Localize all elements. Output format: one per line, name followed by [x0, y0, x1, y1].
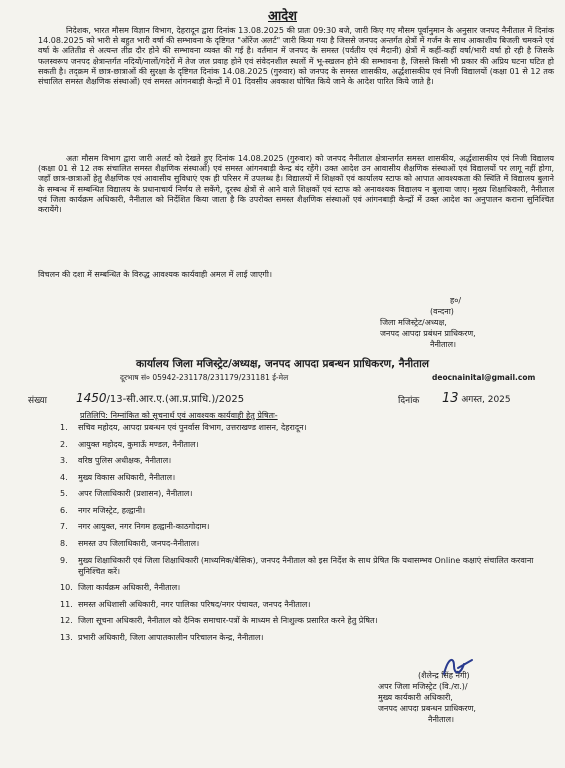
order-paragraph-1 [38, 26, 554, 87]
signatory-designation: जिला मजिस्ट्रेट/अध्यक्ष, [380, 318, 447, 327]
signatory-location: नैनीताल। [428, 715, 455, 724]
list-item-number: 3. [60, 456, 68, 465]
list-item-number: 7. [60, 522, 68, 531]
recipient-list [60, 420, 550, 646]
list-item-number: 11. [60, 599, 73, 609]
list-item-number: 8. [60, 538, 68, 548]
signatory-name: (शैलेन्द्र सिंह नेगी) [418, 671, 470, 680]
signatory-designation: अपर जिला मजिस्ट्रेट (वि./रा.)/ [378, 682, 468, 691]
list-item [60, 437, 550, 454]
order-paragraph-2-text: अतः मौसम विभाग द्वारा जारी अलर्ट को देखते हुए दिनांक 14.08.2025 (गुरुवार) को जनपद नैनीताल क्षेत्रान्तर्गत समस्त शासकीय, अर्द्धशासकीय एवं निजी विद्यालय (कक्षा 01 से 12 तक संचालित समस्त शैक्षणिक संस्थाओं) एवं समस्त आंगनबाड़ी केन्द्र बंद रहेंगे। उक्त आदेश उन आवासीय शैक्षणिक संस्थाओं एवं विद्यालयों पर लागू नहीं होगा, जहाँ छात्र-छात्राओं हेतु शैक्षणिक एवं आवासीय सुविधाएं एक ही परिसर में उपलब्ध है। विद्यालयों में शिक्षकों एवं कार्यालय स्टाफ को आपात आवश्यकता की स्थिति में विद्यालय बुलाने के सम्बन्ध में सम्बन्धित विद्यालय के प्रधानाचार्य निर्णय ले सकेंगे, दूरस्थ क्षेत्रों से आने वाले शिक्षकों एवं स्टाफ को अनावश्यक विद्यालय न बुलाया जाए। मुख्य शिक्षाधिकारी, नैनीताल एवं जिला कार्यक्रम अधिकारी, नैनीताल को निर्देशित किया जाता है कि उपरोक्त समस्त शैक्षणिक संस्थाओं एवं आंगनबाड़ी केन्द्रों में उक्त आदेश का अनुपालन कराना सुनिश्चित करायेंगे। [38, 154, 554, 215]
reference-number-suffix: /13-सी.आर.ए.(आ.प्र.प्राधि.)/2025 [106, 394, 245, 405]
list-item-text: आयुक्त महोदय, कुमाऊँ मण्डल, नैनीताल। [78, 439, 199, 449]
order-paragraph-1-text: निदेशक, भारत मौसम विज्ञान विभाग, देहरादून द्वारा दिनांक 13.08.2025 की प्रातः 09:30 बजे, जारी किए गए मौसम पूर्वानुमान के अनुसार जनपद नैनीताल में दिनांक 14.08.2025 को भारी से बहुत भारी वर्षा की सम्भावना के दृष्टिगत "ऑरेंज अलर्ट" जारी किया गया है जिससे जनपद अन्तर्गत क्षेत्रों में गर्जन के साथ आकाशीय बिजली चमकने एवं वर्षा के अतितीव्र से अत्यन्त तीव्र दौर होने की सम्भावना व्यक्त की गई है। वर्तमान में जनपद के समस्त (पर्वतीय एवं मैदानी) क्षेत्रों में कहीं-कहीं वर्षा/भारी वर्षा हो रही है जिसके फलस्वरूप जनपद क्षेत्रान्तर्गत नदियों/नालों/गदेरों में तेज जल प्रवाह होने एवं संवेदनशील स्थलों में भू-स्खलन होने की सम्भावना है, जिससे किसी भी प्रकार की अप्रिय घटना घटित हो सकती है। तद्क्रम में छात्र-छात्राओं की सुरक्षा के दृष्टिगत दिनांक 14.08.2025 (गुरुवार) को जनपद के समस्त शासकीय, अर्द्धशासकीय एवं निजी विद्यालयों (कक्षा 01 से 12 तक संचालित समस्त शैक्षणिक संस्थाओं) एवं समस्त आंगनबाड़ी केन्द्रों में 01 दिवसीय अवकाश घोषित किये जाने के आदेश पारित किये जाते है। [38, 26, 554, 87]
office-phone: दूरभाष सं० 05942-231178/231179/231181 ई-मेल [120, 373, 289, 382]
signatory-authority: जनपद आपदा प्रबंधन प्राधिकरण, [380, 329, 476, 338]
date-day-handwritten: 13 [442, 391, 459, 406]
list-item [60, 503, 550, 520]
list-item-text: समस्त उप जिलाधिकारी, जनपद-नैनीताल। [78, 538, 200, 548]
reference-number [76, 391, 244, 405]
office-heading: कार्यालय जिला मजिस्ट्रेट/अध्यक्ष, जनपद आपदा प्रबन्धन प्राधिकरण, नैनीताल [136, 358, 429, 370]
list-item [60, 519, 550, 536]
reference-label: संख्या [28, 396, 47, 406]
list-item-text: प्रभारी अधिकारी, जिला आपातकालीन परिचालन केन्द्र, नैनीताल। [78, 632, 264, 642]
order-title: आदेश [267, 9, 298, 24]
list-item-number: 6. [60, 505, 68, 515]
reference-number-handwritten: 1450 [76, 391, 107, 405]
list-item-number: 12. [60, 616, 73, 625]
copy-to-heading: प्रतिलिपि: निम्नांकित को सूचनार्थ एवं आवश्यक कार्यवाही हेतु प्रेषितः- [80, 411, 278, 420]
list-item [60, 470, 550, 487]
list-item-number: 10. [60, 583, 73, 592]
date-label: दिनांक [398, 396, 420, 406]
date-month-year: अगस्त, 2025 [461, 395, 511, 405]
list-item-text: मुख्य शिक्षाधिकारी एवं जिला शिक्षाधिकारी (माध्यमिक/बेसिक), जनपद नैनीताल को इस निर्देश के साथ प्रेषित कि यथासम्भव Online कक्षाएं संचालित करवाना सुनिश्चित करें। [78, 556, 534, 576]
list-item [60, 420, 550, 437]
list-item-number: 1. [60, 423, 68, 432]
list-item-number: 2. [60, 439, 68, 449]
list-item-text: जिला सूचना अधिकारी, नैनीताल को दैनिक समाचार-पत्रों के माध्यम से निःशुल्क प्रसारित करने हेतु प्रेषित। [78, 616, 378, 625]
list-item-text: जिला कार्यक्रम अधिकारी, नैनीताल। [78, 583, 181, 592]
list-item [60, 486, 550, 503]
list-item [60, 597, 550, 614]
list-item [60, 552, 550, 580]
list-item [60, 453, 550, 470]
order-paragraph-2 [38, 154, 554, 215]
list-item-text: नगर मजिस्ट्रेट, हल्द्वानी। [78, 505, 146, 515]
date-value [442, 391, 511, 406]
list-item-number: 9. [60, 556, 68, 565]
list-item-text: नगर आयुक्त, नगर निगम हल्द्वानी-काठगोदाम। [78, 522, 210, 531]
signed-initials: ह०/ [450, 296, 462, 305]
list-item-text: समस्त अधिशासी अधिकारी, नगर पालिका परिषद/नगर पंचायत, जनपद नैनीताल। [78, 599, 311, 609]
list-item [60, 580, 550, 597]
office-email: deocnainital@gmail.com [432, 373, 536, 382]
signature-block-adm [378, 670, 558, 725]
list-item [60, 613, 550, 630]
list-item-text: सचिव महोदय, आपदा प्रबन्धन एवं पुनर्वास विभाग, उत्तराखण्ड शासन, देहरादून। [78, 423, 307, 432]
list-item-text: वरिष्ठ पुलिस अधीक्षक, नैनीताल। [78, 456, 172, 465]
order-paragraph-3: विचलन की दशा में सम्बन्धित के विरुद्ध आवश्यक कार्यवाही अमल में लाई जाएगी। [38, 270, 272, 279]
signatory-role: मुख्य कार्यकारी अधिकारी, [378, 693, 453, 702]
list-item [60, 536, 550, 553]
list-item-text: मुख्य विकास अधिकारी, नैनीताल। [78, 472, 176, 482]
list-item-number: 13. [60, 632, 73, 642]
signatory-name: (वन्दना) [430, 307, 454, 316]
list-item [60, 630, 550, 647]
list-item-text: अपर जिलाधिकारी (प्रशासन), नैनीताल। [78, 489, 193, 498]
handwritten-signature-icon [440, 654, 476, 680]
list-item-number: 4. [60, 472, 68, 482]
list-item-number: 5. [60, 489, 68, 498]
signatory-authority: जनपद आपदा प्रबन्धन प्राधिकरण, [378, 704, 476, 713]
signatory-location: नैनीताल। [430, 340, 457, 349]
signature-block-dm [380, 295, 560, 350]
